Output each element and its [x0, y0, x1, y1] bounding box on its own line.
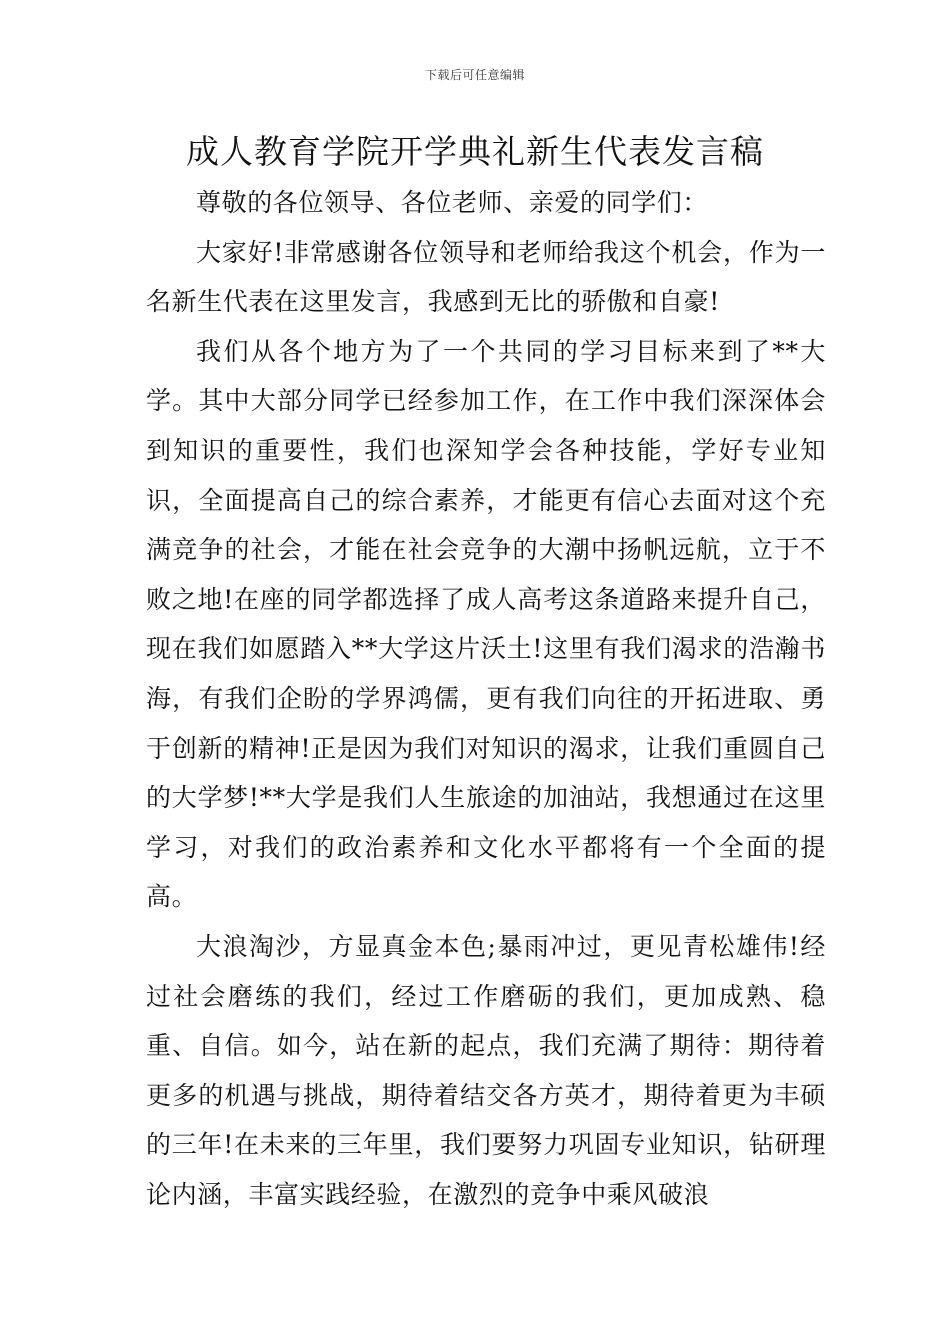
greeting-paragraph: 大家好!非常感谢各位领导和老师给我这个机会，作为一名新生代表在这里发言，我感到无比的骄傲和自豪!: [146, 237, 826, 317]
header-note: 下载后可任意编辑: [424, 68, 525, 82]
body-paragraph: 大浪淘沙，方显真金本色;暴雨冲过，更见青松雄伟!经过社会磨练的我们，经过工作磨砺的我们，更加成熟、稳重、自信。如今，站在新的起点，我们充满了期待：期待着更多的机遇与挑战，期待着结交各方英才，期待着更为丰硕的三年!在未来的三年里，我们要努力巩固专业知识，钻研理论内涵，丰富实践经验，在激烈的竞争中乘风破浪: [146, 931, 826, 1209]
body-paragraph: 我们从各个地方为了一个共同的学习目标来到了**大学。其中大部分同学已经参加工作，在工作中我们深深体会到知识的重要性，我们也深知学会各种技能，学好专业知识，全面提高自己的综合素养，才能更有信心去面对这个充满竞争的社会，才能在社会竞争的大潮中扬帆远航，立于不败之地!在座的同学都选择了成人高考这条道路来提升自己，现在我们如愿踏入**大学这片沃土!这里有我们渴求的浩瀚书海，有我们企盼的学界鸿儒，更有我们向往的开拓进取、勇于创新的精神!正是因为我们对知识的渴求，让我们重圆自己的大学梦!**大学是我们人生旅途的加油站，我想通过在这里学习，对我们的政治素养和文化水平都将有一个全面的提高。: [146, 336, 826, 912]
document-body: [146, 178, 826, 1219]
document-title: 成人教育学院开学典礼新生代表发言稿: [186, 132, 764, 171]
salutation-paragraph: 尊敬的各位领导、各位老师、亲爱的同学们：: [196, 188, 709, 217]
